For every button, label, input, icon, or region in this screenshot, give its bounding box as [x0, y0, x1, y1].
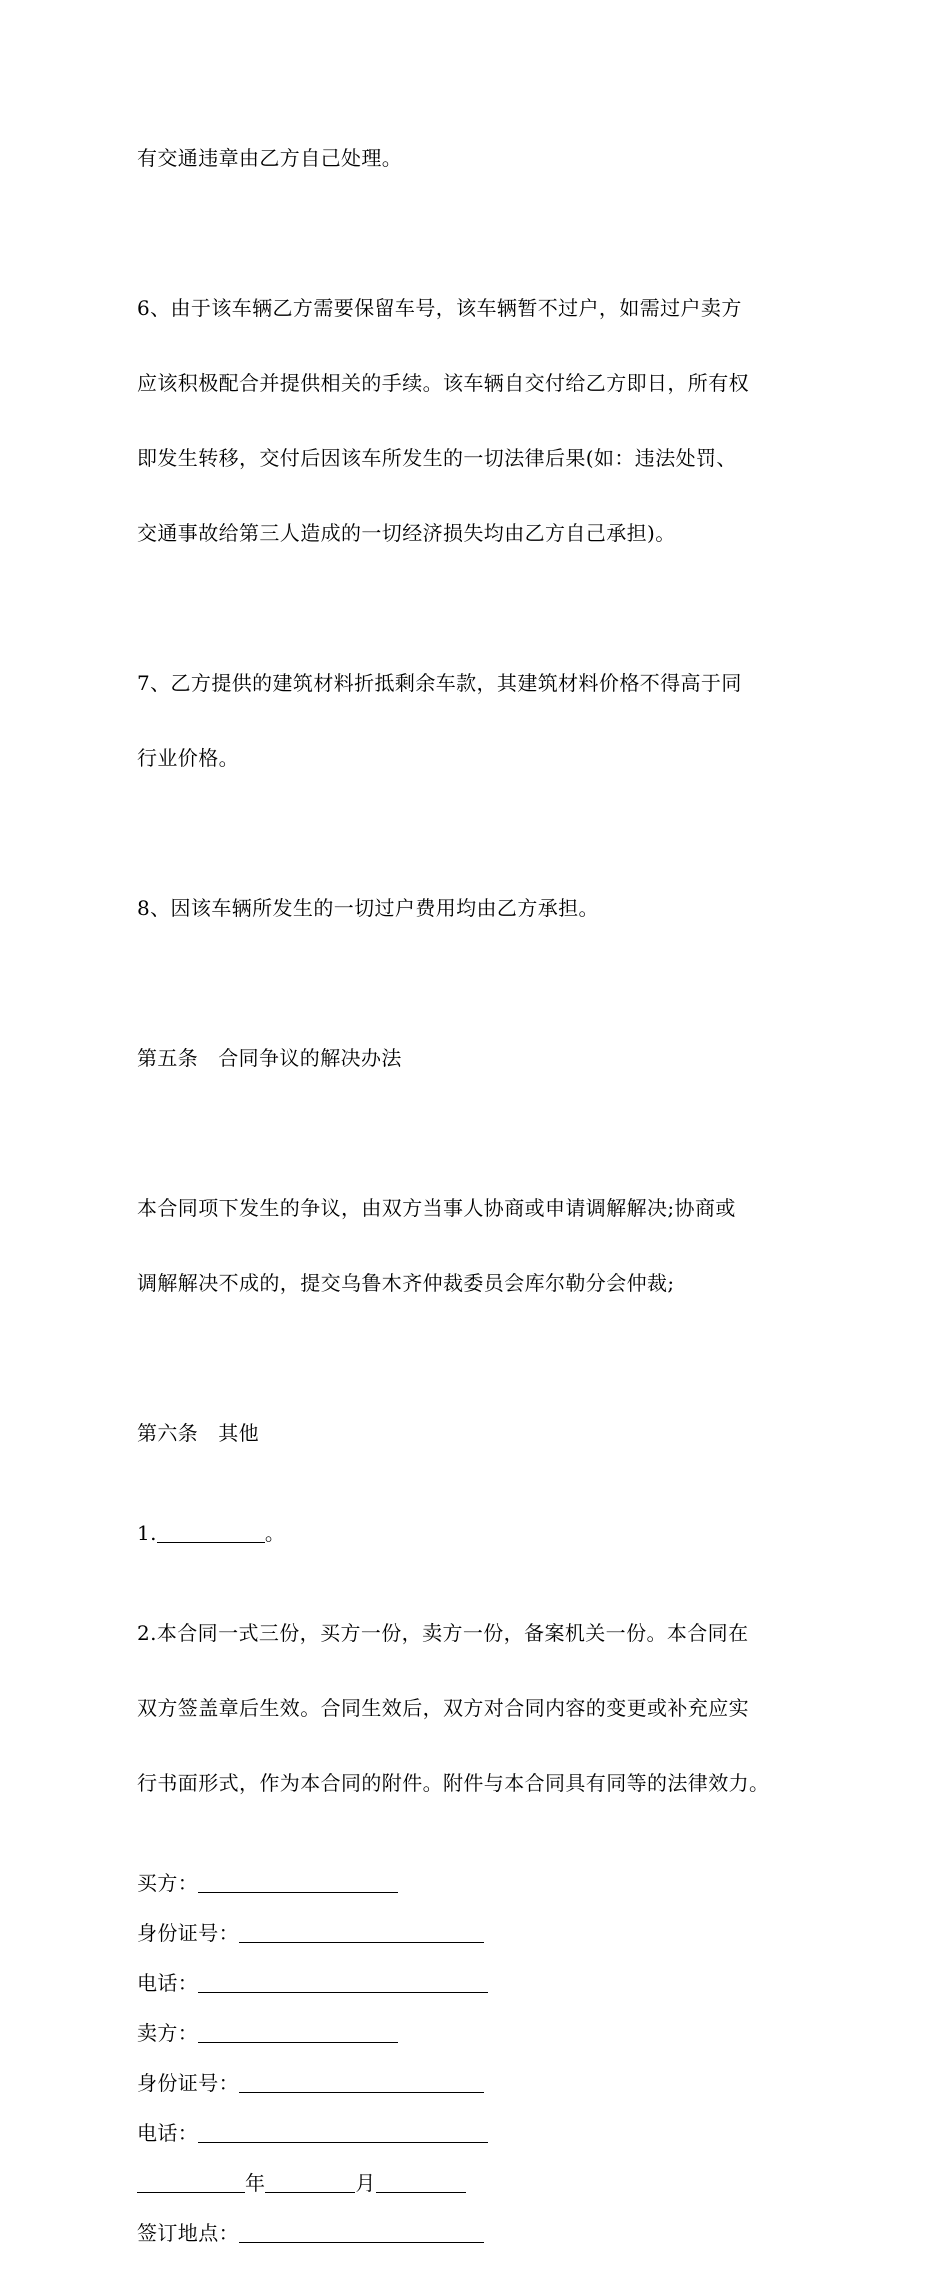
clause-8 — [137, 846, 837, 971]
buyer-phone-field — [137, 1971, 837, 1996]
buyer-field — [137, 1871, 837, 1896]
day-blank[interactable] — [376, 2172, 466, 2193]
article-5-body — [137, 1146, 837, 1346]
text-line: 即发生转移，交付后因该车所发生的一切法律后果(如：违法处罚、 — [137, 446, 737, 470]
item-1 — [137, 1521, 837, 1546]
article-6-heading — [137, 1371, 837, 1496]
date-field — [137, 2171, 837, 2196]
year-blank[interactable] — [137, 2172, 245, 2193]
buyer-label: 买方： — [137, 1871, 199, 1895]
article-5-number: 第五条 — [137, 1046, 199, 1070]
sign-place-blank[interactable] — [239, 2222, 484, 2243]
text-line: 有交通违章由乙方自己处理。 — [137, 146, 403, 170]
seller-blank[interactable] — [198, 2022, 398, 2043]
paragraph-intro — [137, 96, 837, 221]
month-blank[interactable] — [265, 2172, 355, 2193]
year-label: 年 — [245, 2171, 266, 2195]
item-1-prefix: 1. — [137, 1521, 157, 1545]
seller-label: 卖方： — [137, 2021, 199, 2045]
text-line: 双方签盖章后生效。合同生效后，双方对合同内容的变更或补充应实 — [137, 1696, 749, 1720]
document-body — [137, 96, 837, 2271]
item-1-blank[interactable] — [157, 1522, 265, 1543]
text-line: 应该积极配合并提供相关的手续。该车辆自交付给乙方即日，所有权 — [137, 371, 749, 395]
seller-id-blank[interactable] — [239, 2072, 484, 2093]
seller-phone-field — [137, 2121, 837, 2146]
article-5-heading — [137, 996, 837, 1121]
text-line: 6、由于该车辆乙方需要保留车号，该车辆暂不过户，如需过户卖方 — [137, 296, 742, 320]
seller-phone-blank[interactable] — [198, 2122, 488, 2143]
seller-id-field — [137, 2071, 837, 2096]
sign-place-field — [137, 2221, 837, 2246]
seller-id-label: 身份证号： — [137, 2071, 239, 2095]
item-2 — [137, 1571, 837, 1846]
clause-6 — [137, 246, 837, 596]
seller-phone-label: 电话： — [137, 2121, 199, 2145]
buyer-phone-blank[interactable] — [198, 1972, 488, 1993]
clause-7 — [137, 621, 837, 821]
seller-field — [137, 2021, 837, 2046]
month-label: 月 — [355, 2171, 376, 2195]
article-6-title: 其他 — [218, 1421, 260, 1445]
text-line: 行书面形式，作为本合同的附件。附件与本合同具有同等的法律效力。 — [137, 1771, 770, 1795]
text-line: 本合同项下发生的争议，由双方当事人协商或申请调解解决;协商或 — [137, 1196, 736, 1220]
text-line: 8、因该车辆所发生的一切过户费用均由乙方承担。 — [137, 896, 599, 920]
text-line: 7、乙方提供的建筑材料折抵剩余车款，其建筑材料价格不得高于同 — [137, 671, 742, 695]
article-6-number: 第六条 — [137, 1421, 199, 1445]
text-line: 交通事故给第三人造成的一切经济损失均由乙方自己承担)。 — [137, 521, 676, 545]
buyer-blank[interactable] — [198, 1872, 398, 1893]
buyer-id-blank[interactable] — [239, 1922, 484, 1943]
text-line: 2.本合同一式三份，买方一份，卖方一份，备案机关一份。本合同在 — [137, 1621, 749, 1645]
buyer-id-label: 身份证号： — [137, 1921, 239, 1945]
text-line: 行业价格。 — [137, 746, 239, 770]
item-1-suffix: 。 — [264, 1521, 286, 1545]
buyer-phone-label: 电话： — [137, 1971, 199, 1995]
article-5-title: 合同争议的解决办法 — [218, 1046, 402, 1070]
sign-place-label: 签订地点： — [137, 2221, 239, 2245]
text-line: 调解解决不成的，提交乌鲁木齐仲裁委员会库尔勒分会仲裁; — [137, 1271, 675, 1295]
buyer-id-field — [137, 1921, 837, 1946]
